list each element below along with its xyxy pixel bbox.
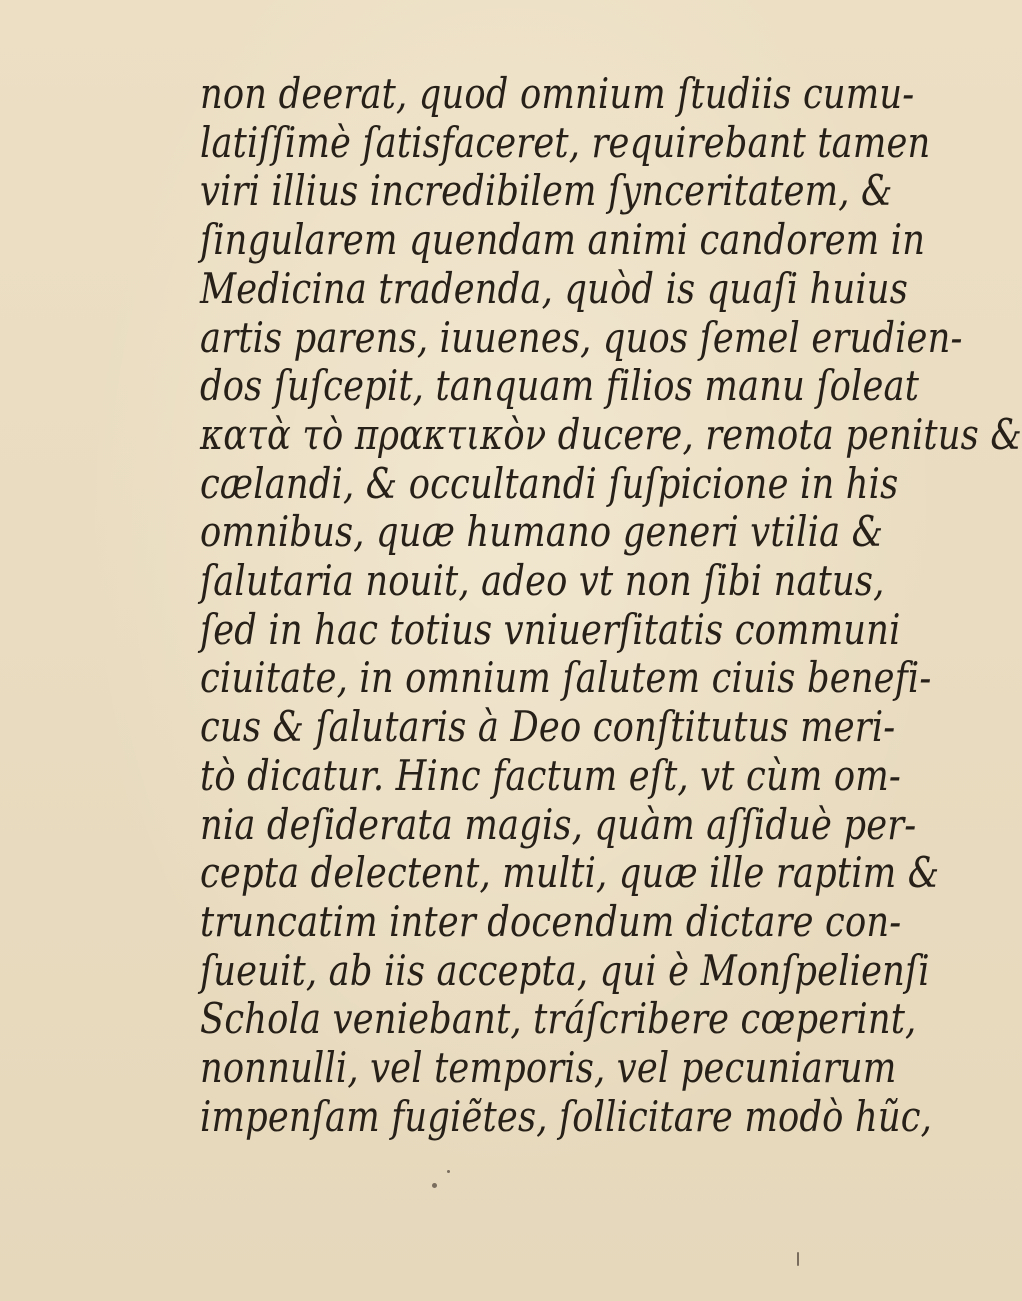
text-line: nonnulli, vel temporis, vel pecuniarum: [200, 1043, 897, 1093]
text-line: viri illius incredibilem ſynceritatem, &: [200, 166, 893, 216]
text-line: ſalutaria nouit, adeo vt non ſibi natus,: [200, 556, 885, 606]
text-line: dos ſuſcepit, tanquam filios manu ſoleat: [200, 361, 920, 411]
text-line: latiſſimè ſatisfaceret, requirebant tamen: [200, 117, 931, 167]
ink-speck: [797, 1252, 799, 1266]
text-line: artis parens, iuuenes, quos ſemel erudien-: [200, 312, 963, 362]
text-line: tò dicatur. Hinc factum eſt, vt cùm om-: [200, 750, 901, 800]
text-line: ciuitate, in omnium ſalutem ciuis benefi-: [200, 653, 932, 703]
text-line: ſueuit, ab iis accepta, qui è Monſpelienſi: [200, 945, 930, 995]
text-line: Medicina tradenda, quòd is quaſi huius: [200, 263, 908, 313]
text-line: ſingularem quendam animi candorem in: [200, 215, 926, 265]
text-block: [200, 69, 1022, 1141]
text-line: cepta delectent, multi, quæ ille raptim &: [200, 848, 940, 898]
text-line: cælandi, & occultandi ſuſpicione in his: [200, 458, 899, 508]
text-line: non deerat, quod omnium ſtudiis cumu-: [200, 69, 915, 118]
text-line: nia deſiderata magis, quàm aſſiduè per-: [200, 799, 917, 849]
text-line: omnibus, quæ humano generi vtilia &: [200, 507, 884, 557]
ink-speck: [447, 1170, 450, 1173]
text-line: κατὰ τὸ πρακτικὸν ducere, remota penitus &: [200, 409, 1022, 459]
text-line: ſed in hac totius vniuerſitatis communi: [200, 604, 901, 654]
ink-speck: [432, 1183, 437, 1188]
text-line: truncatim inter docendum dictare con-: [200, 896, 902, 946]
text-line: cus & ſalutaris à Deo conſtitutus meri-: [200, 702, 896, 752]
text-line: impenſam fugiẽtes, ſollicitare modò hũc,: [200, 1091, 933, 1141]
text-line: Schola veniebant, tráſcribere cœperint,: [200, 994, 917, 1044]
